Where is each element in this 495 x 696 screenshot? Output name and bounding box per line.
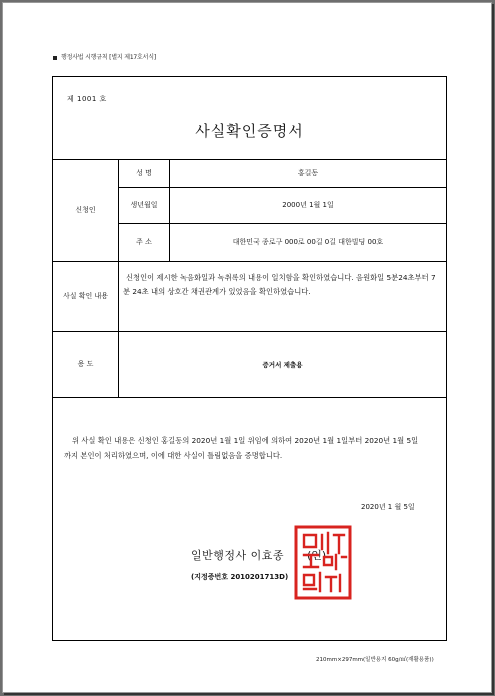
sign-mark: (인)	[307, 549, 327, 562]
registration-number: (지정증번호 2010201713D)	[191, 573, 289, 581]
name-value: 홍길동	[297, 169, 319, 177]
address-label: 주 소	[136, 238, 152, 246]
birth-label: 생년월일	[130, 201, 158, 209]
document-number: 제 1001 호	[67, 95, 107, 103]
birth-value: 2000년 1월 1일	[282, 201, 334, 209]
purpose-label: 용 도	[77, 360, 94, 368]
form-header-text: 행정사법 시행규칙 [별지 제17호서식]	[61, 54, 156, 61]
square-bullet-icon	[53, 56, 57, 60]
certificate-form	[52, 76, 447, 641]
certification-statement: 위 사실 확인 내용은 신청인 홍길동의 2020년 1월 1일 위임에 의하여 2020년 1월 1일부터 2020년 1월 5일까지 본인이 처리하였으며, 이에 대한 사실이 틀림없음을 증명합니다.	[64, 436, 419, 460]
content-text: 신청인이 제시한 녹음화일과 녹취록의 내용이 일치함을 확인하였습니다. 음원화일 5분24초부터 7분 24초 내의 상호간 채권관계가 있었음을 확인하였습니다.	[123, 273, 436, 296]
document-title: 사실확인증명서	[195, 122, 304, 140]
applicant-label: 신청인	[75, 206, 96, 214]
official-seal	[294, 525, 352, 600]
document-page	[2, 2, 492, 693]
purpose-value: 증거서 제출용	[262, 360, 303, 369]
content-label: 사실 확인 내용	[62, 292, 109, 300]
rule	[53, 397, 446, 398]
issue-date: 2020년 1 월 5일	[361, 503, 415, 511]
form-header	[53, 52, 156, 61]
name-label: 성 명	[136, 169, 152, 177]
address-value: 대한민국 종로구 000로 00길 0길 대한빌딩 00호	[232, 238, 384, 246]
paper-spec: 210mm×297mm(일반용지 60g/㎡(재활용품))	[316, 657, 434, 663]
signer-name: 일반행정사 이효종	[191, 549, 285, 562]
